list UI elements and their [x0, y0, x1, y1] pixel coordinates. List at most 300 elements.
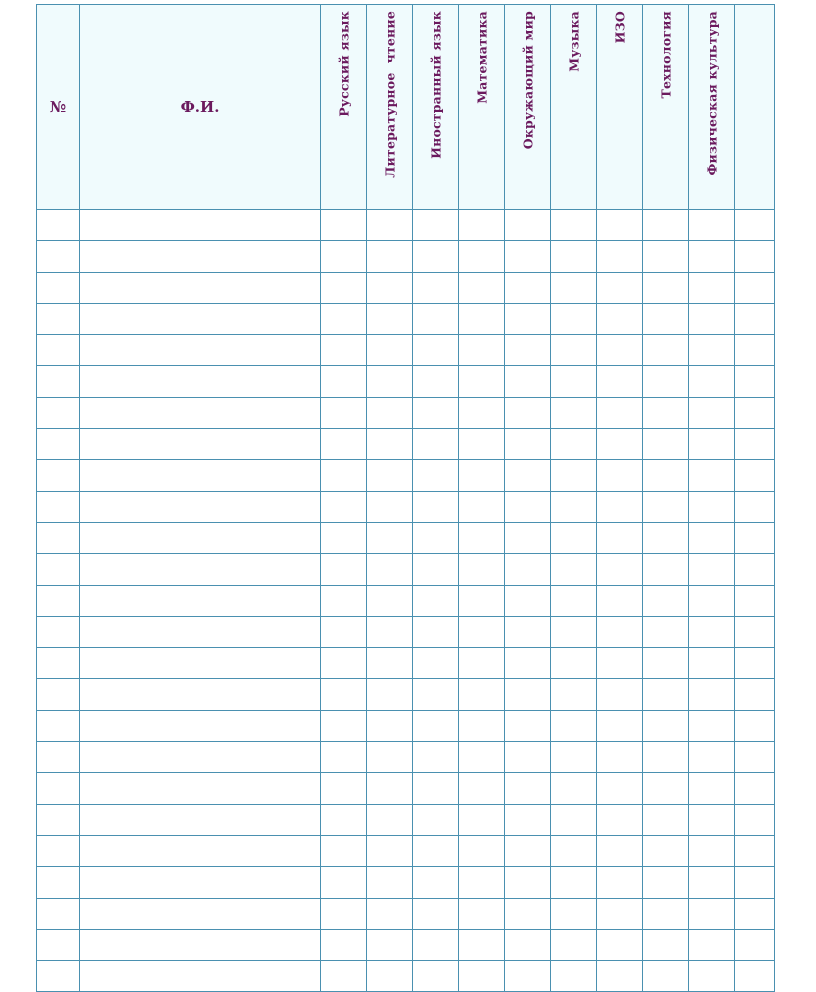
cell-grade[interactable]: [367, 679, 413, 710]
cell-grade[interactable]: [643, 241, 689, 272]
cell-grade[interactable]: [505, 773, 551, 804]
cell-grade[interactable]: [551, 773, 597, 804]
cell-grade[interactable]: [689, 898, 735, 929]
cell-grade[interactable]: [505, 835, 551, 866]
cell-grade[interactable]: [735, 397, 775, 428]
cell-grade[interactable]: [597, 710, 643, 741]
cell-name[interactable]: [80, 303, 321, 334]
cell-grade[interactable]: [505, 742, 551, 773]
cell-grade[interactable]: [597, 616, 643, 647]
cell-grade[interactable]: [505, 397, 551, 428]
cell-grade[interactable]: [551, 898, 597, 929]
cell-name[interactable]: [80, 929, 321, 960]
cell-grade[interactable]: [367, 835, 413, 866]
cell-name[interactable]: [80, 742, 321, 773]
cell-name[interactable]: [80, 429, 321, 460]
cell-number[interactable]: [37, 241, 80, 272]
cell-name[interactable]: [80, 867, 321, 898]
cell-grade[interactable]: [367, 616, 413, 647]
cell-grade[interactable]: [321, 773, 367, 804]
cell-grade[interactable]: [643, 335, 689, 366]
cell-number[interactable]: [37, 648, 80, 679]
cell-grade[interactable]: [413, 742, 459, 773]
cell-grade[interactable]: [413, 554, 459, 585]
cell-grade[interactable]: [551, 272, 597, 303]
cell-grade[interactable]: [689, 929, 735, 960]
cell-grade[interactable]: [735, 929, 775, 960]
cell-grade[interactable]: [735, 773, 775, 804]
cell-name[interactable]: [80, 554, 321, 585]
cell-grade[interactable]: [505, 210, 551, 241]
cell-grade[interactable]: [413, 210, 459, 241]
cell-grade[interactable]: [735, 210, 775, 241]
cell-number[interactable]: [37, 303, 80, 334]
cell-grade[interactable]: [459, 679, 505, 710]
cell-grade[interactable]: [413, 366, 459, 397]
cell-grade[interactable]: [689, 335, 735, 366]
cell-grade[interactable]: [643, 522, 689, 553]
cell-grade[interactable]: [505, 335, 551, 366]
cell-grade[interactable]: [643, 648, 689, 679]
cell-grade[interactable]: [321, 272, 367, 303]
cell-grade[interactable]: [735, 867, 775, 898]
cell-grade[interactable]: [643, 585, 689, 616]
cell-grade[interactable]: [551, 679, 597, 710]
cell-grade[interactable]: [689, 648, 735, 679]
cell-number[interactable]: [37, 522, 80, 553]
cell-grade[interactable]: [413, 491, 459, 522]
cell-grade[interactable]: [459, 961, 505, 992]
cell-name[interactable]: [80, 804, 321, 835]
cell-grade[interactable]: [689, 679, 735, 710]
cell-grade[interactable]: [689, 366, 735, 397]
cell-grade[interactable]: [459, 554, 505, 585]
cell-grade[interactable]: [321, 835, 367, 866]
cell-grade[interactable]: [735, 585, 775, 616]
cell-grade[interactable]: [597, 241, 643, 272]
cell-grade[interactable]: [321, 710, 367, 741]
cell-grade[interactable]: [505, 898, 551, 929]
cell-grade[interactable]: [689, 522, 735, 553]
cell-grade[interactable]: [413, 303, 459, 334]
cell-grade[interactable]: [551, 397, 597, 428]
cell-grade[interactable]: [735, 742, 775, 773]
cell-name[interactable]: [80, 648, 321, 679]
cell-number[interactable]: [37, 929, 80, 960]
cell-grade[interactable]: [413, 804, 459, 835]
cell-grade[interactable]: [321, 491, 367, 522]
cell-grade[interactable]: [459, 210, 505, 241]
cell-number[interactable]: [37, 429, 80, 460]
cell-grade[interactable]: [551, 710, 597, 741]
cell-grade[interactable]: [689, 303, 735, 334]
cell-number[interactable]: [37, 742, 80, 773]
cell-grade[interactable]: [459, 773, 505, 804]
cell-grade[interactable]: [643, 554, 689, 585]
cell-grade[interactable]: [459, 804, 505, 835]
cell-grade[interactable]: [597, 366, 643, 397]
cell-grade[interactable]: [689, 429, 735, 460]
cell-grade[interactable]: [413, 929, 459, 960]
cell-grade[interactable]: [459, 929, 505, 960]
cell-grade[interactable]: [597, 585, 643, 616]
cell-grade[interactable]: [551, 241, 597, 272]
cell-grade[interactable]: [643, 616, 689, 647]
cell-grade[interactable]: [643, 742, 689, 773]
cell-name[interactable]: [80, 898, 321, 929]
cell-grade[interactable]: [505, 491, 551, 522]
cell-number[interactable]: [37, 710, 80, 741]
cell-number[interactable]: [37, 366, 80, 397]
cell-grade[interactable]: [551, 804, 597, 835]
cell-grade[interactable]: [459, 616, 505, 647]
cell-grade[interactable]: [735, 898, 775, 929]
cell-grade[interactable]: [367, 460, 413, 491]
cell-grade[interactable]: [597, 804, 643, 835]
cell-grade[interactable]: [413, 867, 459, 898]
cell-grade[interactable]: [367, 648, 413, 679]
cell-grade[interactable]: [643, 429, 689, 460]
cell-grade[interactable]: [551, 648, 597, 679]
cell-number[interactable]: [37, 554, 80, 585]
cell-grade[interactable]: [597, 397, 643, 428]
cell-grade[interactable]: [367, 210, 413, 241]
cell-grade[interactable]: [367, 867, 413, 898]
cell-grade[interactable]: [597, 429, 643, 460]
cell-grade[interactable]: [551, 522, 597, 553]
cell-grade[interactable]: [689, 210, 735, 241]
cell-grade[interactable]: [689, 867, 735, 898]
cell-grade[interactable]: [597, 648, 643, 679]
cell-grade[interactable]: [597, 491, 643, 522]
cell-number[interactable]: [37, 210, 80, 241]
cell-grade[interactable]: [505, 460, 551, 491]
cell-grade[interactable]: [321, 522, 367, 553]
cell-name[interactable]: [80, 522, 321, 553]
cell-grade[interactable]: [459, 710, 505, 741]
cell-grade[interactable]: [735, 460, 775, 491]
cell-name[interactable]: [80, 460, 321, 491]
cell-number[interactable]: [37, 460, 80, 491]
cell-grade[interactable]: [643, 804, 689, 835]
cell-grade[interactable]: [505, 929, 551, 960]
cell-number[interactable]: [37, 804, 80, 835]
cell-grade[interactable]: [689, 961, 735, 992]
cell-grade[interactable]: [505, 522, 551, 553]
cell-grade[interactable]: [643, 898, 689, 929]
cell-grade[interactable]: [735, 522, 775, 553]
cell-grade[interactable]: [459, 648, 505, 679]
cell-grade[interactable]: [689, 742, 735, 773]
cell-name[interactable]: [80, 961, 321, 992]
cell-grade[interactable]: [735, 491, 775, 522]
cell-grade[interactable]: [689, 616, 735, 647]
cell-grade[interactable]: [735, 429, 775, 460]
cell-grade[interactable]: [551, 460, 597, 491]
cell-grade[interactable]: [505, 272, 551, 303]
cell-grade[interactable]: [367, 397, 413, 428]
cell-number[interactable]: [37, 335, 80, 366]
cell-grade[interactable]: [505, 804, 551, 835]
cell-grade[interactable]: [459, 835, 505, 866]
cell-number[interactable]: [37, 491, 80, 522]
cell-grade[interactable]: [459, 585, 505, 616]
cell-name[interactable]: [80, 835, 321, 866]
cell-grade[interactable]: [413, 616, 459, 647]
cell-grade[interactable]: [321, 429, 367, 460]
cell-grade[interactable]: [413, 429, 459, 460]
cell-grade[interactable]: [735, 679, 775, 710]
cell-grade[interactable]: [321, 804, 367, 835]
cell-grade[interactable]: [597, 460, 643, 491]
cell-grade[interactable]: [321, 616, 367, 647]
cell-grade[interactable]: [505, 616, 551, 647]
cell-grade[interactable]: [367, 491, 413, 522]
cell-grade[interactable]: [321, 335, 367, 366]
cell-grade[interactable]: [597, 272, 643, 303]
cell-grade[interactable]: [689, 554, 735, 585]
cell-grade[interactable]: [321, 554, 367, 585]
cell-grade[interactable]: [597, 929, 643, 960]
cell-grade[interactable]: [367, 742, 413, 773]
cell-grade[interactable]: [459, 742, 505, 773]
cell-grade[interactable]: [413, 710, 459, 741]
cell-number[interactable]: [37, 679, 80, 710]
cell-grade[interactable]: [597, 303, 643, 334]
cell-grade[interactable]: [459, 429, 505, 460]
cell-grade[interactable]: [597, 742, 643, 773]
cell-number[interactable]: [37, 773, 80, 804]
cell-grade[interactable]: [689, 773, 735, 804]
cell-number[interactable]: [37, 961, 80, 992]
cell-grade[interactable]: [367, 335, 413, 366]
cell-grade[interactable]: [505, 366, 551, 397]
cell-grade[interactable]: [321, 303, 367, 334]
cell-grade[interactable]: [735, 272, 775, 303]
cell-name[interactable]: [80, 491, 321, 522]
cell-grade[interactable]: [551, 867, 597, 898]
cell-grade[interactable]: [367, 929, 413, 960]
cell-grade[interactable]: [735, 335, 775, 366]
cell-grade[interactable]: [413, 397, 459, 428]
cell-grade[interactable]: [459, 460, 505, 491]
cell-name[interactable]: [80, 397, 321, 428]
cell-grade[interactable]: [367, 773, 413, 804]
cell-grade[interactable]: [689, 460, 735, 491]
cell-grade[interactable]: [735, 835, 775, 866]
cell-name[interactable]: [80, 679, 321, 710]
cell-grade[interactable]: [505, 961, 551, 992]
cell-grade[interactable]: [367, 429, 413, 460]
cell-number[interactable]: [37, 835, 80, 866]
cell-grade[interactable]: [689, 585, 735, 616]
cell-grade[interactable]: [459, 898, 505, 929]
cell-name[interactable]: [80, 335, 321, 366]
cell-grade[interactable]: [321, 679, 367, 710]
cell-grade[interactable]: [321, 585, 367, 616]
cell-name[interactable]: [80, 272, 321, 303]
cell-grade[interactable]: [367, 241, 413, 272]
cell-grade[interactable]: [505, 429, 551, 460]
cell-grade[interactable]: [367, 522, 413, 553]
cell-grade[interactable]: [367, 804, 413, 835]
cell-grade[interactable]: [459, 522, 505, 553]
cell-grade[interactable]: [551, 929, 597, 960]
cell-number[interactable]: [37, 585, 80, 616]
cell-grade[interactable]: [413, 961, 459, 992]
cell-grade[interactable]: [597, 961, 643, 992]
cell-grade[interactable]: [735, 241, 775, 272]
cell-grade[interactable]: [597, 898, 643, 929]
cell-grade[interactable]: [413, 679, 459, 710]
cell-grade[interactable]: [367, 961, 413, 992]
cell-grade[interactable]: [413, 835, 459, 866]
cell-grade[interactable]: [321, 961, 367, 992]
cell-grade[interactable]: [413, 898, 459, 929]
cell-grade[interactable]: [551, 961, 597, 992]
cell-grade[interactable]: [597, 679, 643, 710]
cell-grade[interactable]: [643, 929, 689, 960]
cell-number[interactable]: [37, 867, 80, 898]
cell-grade[interactable]: [321, 742, 367, 773]
cell-grade[interactable]: [321, 210, 367, 241]
cell-grade[interactable]: [643, 491, 689, 522]
cell-name[interactable]: [80, 585, 321, 616]
cell-grade[interactable]: [505, 648, 551, 679]
cell-grade[interactable]: [413, 522, 459, 553]
cell-grade[interactable]: [735, 616, 775, 647]
cell-grade[interactable]: [459, 366, 505, 397]
cell-grade[interactable]: [643, 210, 689, 241]
cell-grade[interactable]: [643, 773, 689, 804]
cell-grade[interactable]: [367, 898, 413, 929]
cell-grade[interactable]: [735, 804, 775, 835]
cell-grade[interactable]: [321, 648, 367, 679]
cell-grade[interactable]: [321, 460, 367, 491]
cell-grade[interactable]: [321, 929, 367, 960]
cell-grade[interactable]: [551, 366, 597, 397]
cell-grade[interactable]: [505, 554, 551, 585]
cell-grade[interactable]: [413, 241, 459, 272]
cell-grade[interactable]: [459, 272, 505, 303]
cell-grade[interactable]: [689, 710, 735, 741]
cell-grade[interactable]: [413, 335, 459, 366]
cell-grade[interactable]: [689, 272, 735, 303]
cell-grade[interactable]: [643, 366, 689, 397]
cell-grade[interactable]: [459, 491, 505, 522]
cell-grade[interactable]: [551, 335, 597, 366]
cell-grade[interactable]: [367, 272, 413, 303]
cell-grade[interactable]: [735, 961, 775, 992]
cell-grade[interactable]: [459, 867, 505, 898]
cell-grade[interactable]: [505, 241, 551, 272]
cell-number[interactable]: [37, 272, 80, 303]
cell-grade[interactable]: [505, 585, 551, 616]
cell-grade[interactable]: [505, 867, 551, 898]
cell-grade[interactable]: [597, 554, 643, 585]
cell-grade[interactable]: [643, 835, 689, 866]
cell-grade[interactable]: [689, 835, 735, 866]
cell-grade[interactable]: [505, 679, 551, 710]
cell-grade[interactable]: [367, 366, 413, 397]
cell-grade[interactable]: [413, 648, 459, 679]
cell-grade[interactable]: [505, 303, 551, 334]
cell-grade[interactable]: [735, 648, 775, 679]
cell-grade[interactable]: [459, 397, 505, 428]
cell-number[interactable]: [37, 616, 80, 647]
cell-grade[interactable]: [367, 710, 413, 741]
cell-name[interactable]: [80, 210, 321, 241]
cell-grade[interactable]: [735, 303, 775, 334]
cell-grade[interactable]: [689, 241, 735, 272]
cell-number[interactable]: [37, 898, 80, 929]
cell-grade[interactable]: [551, 554, 597, 585]
cell-grade[interactable]: [551, 210, 597, 241]
cell-grade[interactable]: [643, 679, 689, 710]
cell-grade[interactable]: [735, 710, 775, 741]
cell-grade[interactable]: [643, 460, 689, 491]
cell-grade[interactable]: [643, 710, 689, 741]
cell-grade[interactable]: [597, 335, 643, 366]
cell-name[interactable]: [80, 241, 321, 272]
cell-grade[interactable]: [597, 210, 643, 241]
cell-name[interactable]: [80, 366, 321, 397]
cell-grade[interactable]: [367, 585, 413, 616]
cell-grade[interactable]: [413, 272, 459, 303]
cell-grade[interactable]: [597, 522, 643, 553]
cell-grade[interactable]: [735, 554, 775, 585]
cell-grade[interactable]: [551, 742, 597, 773]
cell-grade[interactable]: [321, 241, 367, 272]
cell-grade[interactable]: [597, 835, 643, 866]
cell-grade[interactable]: [689, 397, 735, 428]
cell-number[interactable]: [37, 397, 80, 428]
cell-grade[interactable]: [459, 335, 505, 366]
cell-grade[interactable]: [413, 460, 459, 491]
cell-grade[interactable]: [597, 773, 643, 804]
cell-grade[interactable]: [321, 867, 367, 898]
cell-grade[interactable]: [643, 303, 689, 334]
cell-grade[interactable]: [367, 303, 413, 334]
cell-grade[interactable]: [643, 272, 689, 303]
cell-grade[interactable]: [505, 710, 551, 741]
cell-grade[interactable]: [551, 835, 597, 866]
cell-grade[interactable]: [551, 429, 597, 460]
cell-name[interactable]: [80, 773, 321, 804]
cell-grade[interactable]: [643, 397, 689, 428]
cell-grade[interactable]: [689, 491, 735, 522]
cell-grade[interactable]: [597, 867, 643, 898]
cell-grade[interactable]: [413, 585, 459, 616]
cell-grade[interactable]: [689, 804, 735, 835]
cell-grade[interactable]: [413, 773, 459, 804]
cell-grade[interactable]: [551, 616, 597, 647]
cell-grade[interactable]: [551, 585, 597, 616]
cell-name[interactable]: [80, 710, 321, 741]
cell-grade[interactable]: [643, 961, 689, 992]
cell-grade[interactable]: [321, 898, 367, 929]
cell-grade[interactable]: [735, 366, 775, 397]
cell-grade[interactable]: [321, 366, 367, 397]
cell-grade[interactable]: [459, 241, 505, 272]
cell-grade[interactable]: [551, 303, 597, 334]
cell-grade[interactable]: [459, 303, 505, 334]
cell-grade[interactable]: [367, 554, 413, 585]
cell-grade[interactable]: [321, 397, 367, 428]
cell-grade[interactable]: [643, 867, 689, 898]
cell-grade[interactable]: [551, 491, 597, 522]
cell-name[interactable]: [80, 616, 321, 647]
